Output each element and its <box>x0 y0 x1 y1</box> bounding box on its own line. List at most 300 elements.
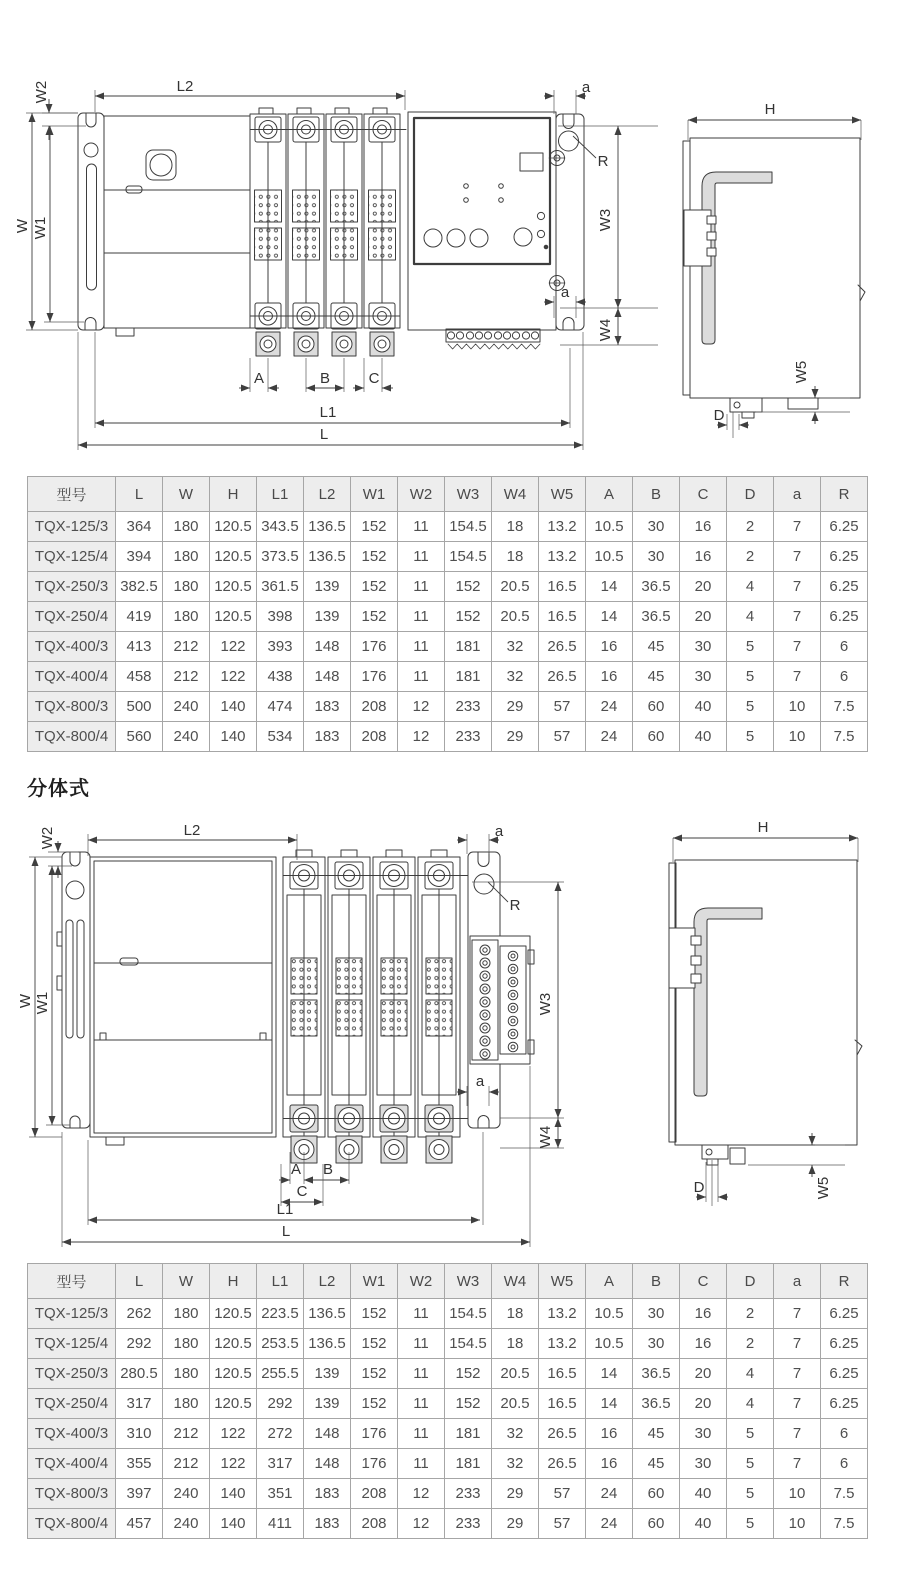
integrated-dimensions-table <box>27 476 868 752</box>
value-cell: 373.5 <box>257 542 304 572</box>
value-cell: 152 <box>445 572 492 602</box>
value-cell: 45 <box>633 1419 680 1449</box>
value-cell: 154.5 <box>445 512 492 542</box>
value-cell: 16 <box>680 1329 727 1359</box>
value-cell: 233 <box>445 692 492 722</box>
dim-label-w4: W4 <box>597 318 614 342</box>
value-cell: 20 <box>680 1389 727 1419</box>
value-cell: 60 <box>633 722 680 752</box>
value-cell: 154.5 <box>445 1329 492 1359</box>
integrated-dimensions-table-wrap <box>27 476 868 752</box>
value-cell: 223.5 <box>257 1299 304 1329</box>
value-cell: 208 <box>351 1509 398 1539</box>
value-cell: 180 <box>163 572 210 602</box>
value-cell: 122 <box>210 1449 257 1479</box>
value-cell: 13.2 <box>539 542 586 572</box>
value-cell: 534 <box>257 722 304 752</box>
value-cell: 136.5 <box>304 1299 351 1329</box>
value-cell: 500 <box>116 692 163 722</box>
value-cell: 292 <box>116 1329 163 1359</box>
dim-label-w3: W3 <box>537 992 554 1016</box>
value-cell: 16 <box>680 542 727 572</box>
header-row <box>28 477 868 512</box>
dim-label-h: H <box>764 101 776 118</box>
dim-label-a-top: a <box>581 79 591 96</box>
model-cell: TQX-250/3 <box>28 1359 116 1389</box>
table-row <box>28 1479 868 1509</box>
value-cell: 6.25 <box>821 572 868 602</box>
value-cell: 139 <box>304 602 351 632</box>
value-cell: 310 <box>116 1419 163 1449</box>
value-cell: 60 <box>633 1509 680 1539</box>
dim-label-w1: W1 <box>34 991 51 1015</box>
split-front-view <box>57 850 534 1163</box>
table-row <box>28 1509 868 1539</box>
value-cell: 13.2 <box>539 1299 586 1329</box>
value-cell: 7 <box>774 512 821 542</box>
table-row <box>28 1419 868 1449</box>
dim-label-a-inner: a <box>475 1073 485 1090</box>
dim-label-l1: L1 <box>276 1201 294 1218</box>
value-cell: 180 <box>163 512 210 542</box>
value-cell: 24 <box>586 722 633 752</box>
value-cell: 11 <box>398 572 445 602</box>
value-cell: 11 <box>398 542 445 572</box>
value-cell: 10.5 <box>586 542 633 572</box>
dim-label-b-col: B <box>319 370 331 387</box>
column-header-11: A <box>586 477 633 512</box>
value-cell: 6 <box>821 1419 868 1449</box>
value-cell: 16 <box>586 1419 633 1449</box>
value-cell: 7 <box>774 632 821 662</box>
value-cell: 11 <box>398 1389 445 1419</box>
column-header-9: W4 <box>492 1264 539 1299</box>
value-cell: 6.25 <box>821 1299 868 1329</box>
value-cell: 152 <box>351 572 398 602</box>
value-cell: 7.5 <box>821 692 868 722</box>
value-cell: 560 <box>116 722 163 752</box>
value-cell: 11 <box>398 602 445 632</box>
value-cell: 176 <box>351 1419 398 1449</box>
value-cell: 120.5 <box>210 1299 257 1329</box>
value-cell: 398 <box>257 602 304 632</box>
value-cell: 180 <box>163 542 210 572</box>
value-cell: 29 <box>492 1509 539 1539</box>
value-cell: 5 <box>727 1419 774 1449</box>
value-cell: 181 <box>445 662 492 692</box>
model-cell: TQX-800/4 <box>28 1509 116 1539</box>
table-row <box>28 1329 868 1359</box>
value-cell: 120.5 <box>210 1329 257 1359</box>
value-cell: 180 <box>163 1299 210 1329</box>
column-header-3: H <box>210 477 257 512</box>
column-header-1: L <box>116 1264 163 1299</box>
value-cell: 240 <box>163 1479 210 1509</box>
value-cell: 317 <box>116 1389 163 1419</box>
value-cell: 262 <box>116 1299 163 1329</box>
value-cell: 6 <box>821 662 868 692</box>
model-cell: TQX-125/4 <box>28 542 116 572</box>
dim-label-w5: W5 <box>793 360 810 384</box>
value-cell: 140 <box>210 1509 257 1539</box>
column-header-8: W3 <box>445 477 492 512</box>
value-cell: 183 <box>304 1479 351 1509</box>
column-header-16: R <box>821 477 868 512</box>
dim-label-c-col: C <box>368 370 380 387</box>
value-cell: 7 <box>774 1299 821 1329</box>
value-cell: 120.5 <box>210 542 257 572</box>
value-cell: 14 <box>586 602 633 632</box>
value-cell: 11 <box>398 662 445 692</box>
value-cell: 292 <box>257 1389 304 1419</box>
dim-label-w4: W4 <box>537 1125 554 1149</box>
value-cell: 5 <box>727 692 774 722</box>
split-type-heading: 分体式 <box>27 778 90 800</box>
value-cell: 16 <box>680 512 727 542</box>
model-cell: TQX-125/3 <box>28 1299 116 1329</box>
value-cell: 280.5 <box>116 1359 163 1389</box>
value-cell: 30 <box>633 1299 680 1329</box>
value-cell: 5 <box>727 722 774 752</box>
dim-label-w2: W2 <box>33 80 50 104</box>
value-cell: 152 <box>351 1359 398 1389</box>
value-cell: 120.5 <box>210 512 257 542</box>
value-cell: 11 <box>398 632 445 662</box>
value-cell: 152 <box>445 1389 492 1419</box>
column-header-13: C <box>680 1264 727 1299</box>
value-cell: 20.5 <box>492 1359 539 1389</box>
value-cell: 4 <box>727 572 774 602</box>
column-header-5: L2 <box>304 1264 351 1299</box>
value-cell: 413 <box>116 632 163 662</box>
value-cell: 36.5 <box>633 1359 680 1389</box>
value-cell: 30 <box>680 1419 727 1449</box>
table-row <box>28 632 868 662</box>
value-cell: 10.5 <box>586 1299 633 1329</box>
value-cell: 152 <box>351 512 398 542</box>
value-cell: 5 <box>727 1449 774 1479</box>
dim-label-b-col: B <box>322 1161 334 1178</box>
value-cell: 16.5 <box>539 602 586 632</box>
dim-label-l2: L2 <box>183 822 201 839</box>
value-cell: 29 <box>492 1479 539 1509</box>
dim-label-a-inner: a <box>560 284 570 301</box>
value-cell: 16 <box>586 662 633 692</box>
value-cell: 208 <box>351 1479 398 1509</box>
value-cell: 148 <box>304 1449 351 1479</box>
value-cell: 20 <box>680 572 727 602</box>
value-cell: 5 <box>727 632 774 662</box>
value-cell: 20.5 <box>492 602 539 632</box>
value-cell: 183 <box>304 722 351 752</box>
table-row <box>28 1299 868 1329</box>
model-cell: TQX-400/3 <box>28 632 116 662</box>
value-cell: 11 <box>398 1299 445 1329</box>
table-row <box>28 1359 868 1389</box>
column-header-7: W2 <box>398 477 445 512</box>
value-cell: 152 <box>351 1299 398 1329</box>
value-cell: 148 <box>304 662 351 692</box>
value-cell: 382.5 <box>116 572 163 602</box>
value-cell: 233 <box>445 1479 492 1509</box>
value-cell: 20 <box>680 602 727 632</box>
value-cell: 152 <box>445 1359 492 1389</box>
split-side-view <box>669 860 862 1165</box>
value-cell: 474 <box>257 692 304 722</box>
value-cell: 60 <box>633 692 680 722</box>
dim-label-w1: W1 <box>32 216 49 240</box>
value-cell: 16.5 <box>539 1389 586 1419</box>
column-header-13: C <box>680 477 727 512</box>
value-cell: 176 <box>351 662 398 692</box>
column-header-6: W1 <box>351 477 398 512</box>
value-cell: 7 <box>774 662 821 692</box>
value-cell: 183 <box>304 1509 351 1539</box>
value-cell: 12 <box>398 722 445 752</box>
value-cell: 7 <box>774 572 821 602</box>
value-cell: 6 <box>821 1449 868 1479</box>
value-cell: 176 <box>351 1449 398 1479</box>
value-cell: 30 <box>633 1329 680 1359</box>
value-cell: 6 <box>821 632 868 662</box>
value-cell: 152 <box>351 602 398 632</box>
column-header-0: 型号 <box>28 477 116 512</box>
model-cell: TQX-400/3 <box>28 1419 116 1449</box>
value-cell: 32 <box>492 632 539 662</box>
value-cell: 30 <box>633 512 680 542</box>
dim-label-l: L <box>281 1223 291 1240</box>
value-cell: 139 <box>304 1389 351 1419</box>
column-header-7: W2 <box>398 1264 445 1299</box>
value-cell: 7 <box>774 542 821 572</box>
value-cell: 181 <box>445 1449 492 1479</box>
model-cell: TQX-800/3 <box>28 692 116 722</box>
value-cell: 40 <box>680 1509 727 1539</box>
table-row <box>28 1449 868 1479</box>
value-cell: 45 <box>633 662 680 692</box>
value-cell: 122 <box>210 632 257 662</box>
value-cell: 26.5 <box>539 632 586 662</box>
value-cell: 253.5 <box>257 1329 304 1359</box>
value-cell: 40 <box>680 1479 727 1509</box>
value-cell: 45 <box>633 1449 680 1479</box>
column-header-15: a <box>774 1264 821 1299</box>
value-cell: 212 <box>163 1449 210 1479</box>
value-cell: 57 <box>539 692 586 722</box>
value-cell: 13.2 <box>539 512 586 542</box>
value-cell: 11 <box>398 1359 445 1389</box>
value-cell: 24 <box>586 692 633 722</box>
value-cell: 10 <box>774 722 821 752</box>
column-header-2: W <box>163 477 210 512</box>
dim-label-a-top: a <box>494 823 504 840</box>
value-cell: 10.5 <box>586 1329 633 1359</box>
value-cell: 16 <box>586 1449 633 1479</box>
value-cell: 5 <box>727 1509 774 1539</box>
table-row <box>28 692 868 722</box>
column-header-10: W5 <box>539 1264 586 1299</box>
value-cell: 136.5 <box>304 512 351 542</box>
value-cell: 14 <box>586 1389 633 1419</box>
model-cell: TQX-400/4 <box>28 1449 116 1479</box>
value-cell: 240 <box>163 1509 210 1539</box>
column-header-5: L2 <box>304 477 351 512</box>
value-cell: 136.5 <box>304 1329 351 1359</box>
dim-label-l2: L2 <box>176 78 194 95</box>
value-cell: 183 <box>304 692 351 722</box>
value-cell: 57 <box>539 1479 586 1509</box>
value-cell: 140 <box>210 722 257 752</box>
value-cell: 30 <box>680 1449 727 1479</box>
value-cell: 7.5 <box>821 1509 868 1539</box>
value-cell: 122 <box>210 662 257 692</box>
value-cell: 10.5 <box>586 512 633 542</box>
value-cell: 419 <box>116 602 163 632</box>
value-cell: 7 <box>774 1359 821 1389</box>
value-cell: 394 <box>116 542 163 572</box>
value-cell: 4 <box>727 1389 774 1419</box>
column-header-4: L1 <box>257 1264 304 1299</box>
value-cell: 4 <box>727 1359 774 1389</box>
value-cell: 240 <box>163 692 210 722</box>
value-cell: 11 <box>398 1449 445 1479</box>
dim-label-w2: W2 <box>39 826 56 850</box>
value-cell: 32 <box>492 662 539 692</box>
value-cell: 351 <box>257 1479 304 1509</box>
value-cell: 24 <box>586 1509 633 1539</box>
value-cell: 7 <box>774 602 821 632</box>
value-cell: 120.5 <box>210 1389 257 1419</box>
value-cell: 364 <box>116 512 163 542</box>
value-cell: 26.5 <box>539 1419 586 1449</box>
table-row <box>28 512 868 542</box>
header-row <box>28 1264 868 1299</box>
value-cell: 6.25 <box>821 602 868 632</box>
value-cell: 11 <box>398 512 445 542</box>
dim-label-c-col: C <box>296 1183 308 1200</box>
value-cell: 10 <box>774 692 821 722</box>
value-cell: 4 <box>727 602 774 632</box>
value-cell: 154.5 <box>445 1299 492 1329</box>
model-cell: TQX-250/4 <box>28 1389 116 1419</box>
column-header-8: W3 <box>445 1264 492 1299</box>
column-header-12: B <box>633 1264 680 1299</box>
value-cell: 20 <box>680 1359 727 1389</box>
model-cell: TQX-125/4 <box>28 1329 116 1359</box>
model-cell: TQX-800/4 <box>28 722 116 752</box>
value-cell: 26.5 <box>539 1449 586 1479</box>
model-cell: TQX-250/3 <box>28 572 116 602</box>
model-cell: TQX-250/4 <box>28 602 116 632</box>
value-cell: 120.5 <box>210 1359 257 1389</box>
value-cell: 16 <box>680 1299 727 1329</box>
value-cell: 2 <box>727 1299 774 1329</box>
value-cell: 10 <box>774 1479 821 1509</box>
value-cell: 57 <box>539 1509 586 1539</box>
value-cell: 411 <box>257 1509 304 1539</box>
value-cell: 181 <box>445 632 492 662</box>
value-cell: 2 <box>727 512 774 542</box>
column-header-11: A <box>586 1264 633 1299</box>
value-cell: 233 <box>445 1509 492 1539</box>
value-cell: 13.2 <box>539 1329 586 1359</box>
value-cell: 16.5 <box>539 1359 586 1389</box>
value-cell: 57 <box>539 722 586 752</box>
value-cell: 458 <box>116 662 163 692</box>
value-cell: 32 <box>492 1449 539 1479</box>
value-cell: 457 <box>116 1509 163 1539</box>
table-row <box>28 572 868 602</box>
value-cell: 20.5 <box>492 1389 539 1419</box>
dim-label-w3: W3 <box>597 208 614 232</box>
dim-label-d: D <box>713 407 725 424</box>
value-cell: 148 <box>304 632 351 662</box>
value-cell: 212 <box>163 1419 210 1449</box>
column-header-9: W4 <box>492 477 539 512</box>
value-cell: 6.25 <box>821 1329 868 1359</box>
value-cell: 212 <box>163 632 210 662</box>
value-cell: 7 <box>774 1449 821 1479</box>
value-cell: 152 <box>351 542 398 572</box>
value-cell: 208 <box>351 692 398 722</box>
column-header-3: H <box>210 1264 257 1299</box>
model-cell: TQX-400/4 <box>28 662 116 692</box>
dim-label-a-col: A <box>290 1161 302 1178</box>
value-cell: 152 <box>445 602 492 632</box>
value-cell: 272 <box>257 1419 304 1449</box>
column-header-10: W5 <box>539 477 586 512</box>
value-cell: 40 <box>680 722 727 752</box>
integrated-side-view <box>683 138 865 418</box>
dim-label-l: L <box>319 426 329 443</box>
value-cell: 6.25 <box>821 512 868 542</box>
value-cell: 180 <box>163 1359 210 1389</box>
table-row <box>28 542 868 572</box>
value-cell: 16 <box>586 632 633 662</box>
value-cell: 181 <box>445 1419 492 1449</box>
value-cell: 355 <box>116 1449 163 1479</box>
value-cell: 343.5 <box>257 512 304 542</box>
value-cell: 10 <box>774 1509 821 1539</box>
table-row <box>28 602 868 632</box>
value-cell: 7 <box>774 1419 821 1449</box>
value-cell: 120.5 <box>210 602 257 632</box>
dim-label-h: H <box>757 819 769 836</box>
dim-label-d: D <box>693 1179 705 1196</box>
value-cell: 36.5 <box>633 602 680 632</box>
column-header-6: W1 <box>351 1264 398 1299</box>
value-cell: 317 <box>257 1449 304 1479</box>
value-cell: 18 <box>492 1329 539 1359</box>
value-cell: 29 <box>492 722 539 752</box>
split-type-drawing <box>0 812 900 1256</box>
column-header-2: W <box>163 1264 210 1299</box>
value-cell: 12 <box>398 1509 445 1539</box>
value-cell: 11 <box>398 1419 445 1449</box>
value-cell: 20.5 <box>492 572 539 602</box>
value-cell: 60 <box>633 1479 680 1509</box>
column-header-12: B <box>633 477 680 512</box>
value-cell: 255.5 <box>257 1359 304 1389</box>
value-cell: 140 <box>210 1479 257 1509</box>
value-cell: 152 <box>351 1329 398 1359</box>
value-cell: 233 <box>445 722 492 752</box>
value-cell: 7.5 <box>821 1479 868 1509</box>
value-cell: 240 <box>163 722 210 752</box>
value-cell: 14 <box>586 572 633 602</box>
value-cell: 26.5 <box>539 662 586 692</box>
integrated-front-view <box>78 108 584 356</box>
